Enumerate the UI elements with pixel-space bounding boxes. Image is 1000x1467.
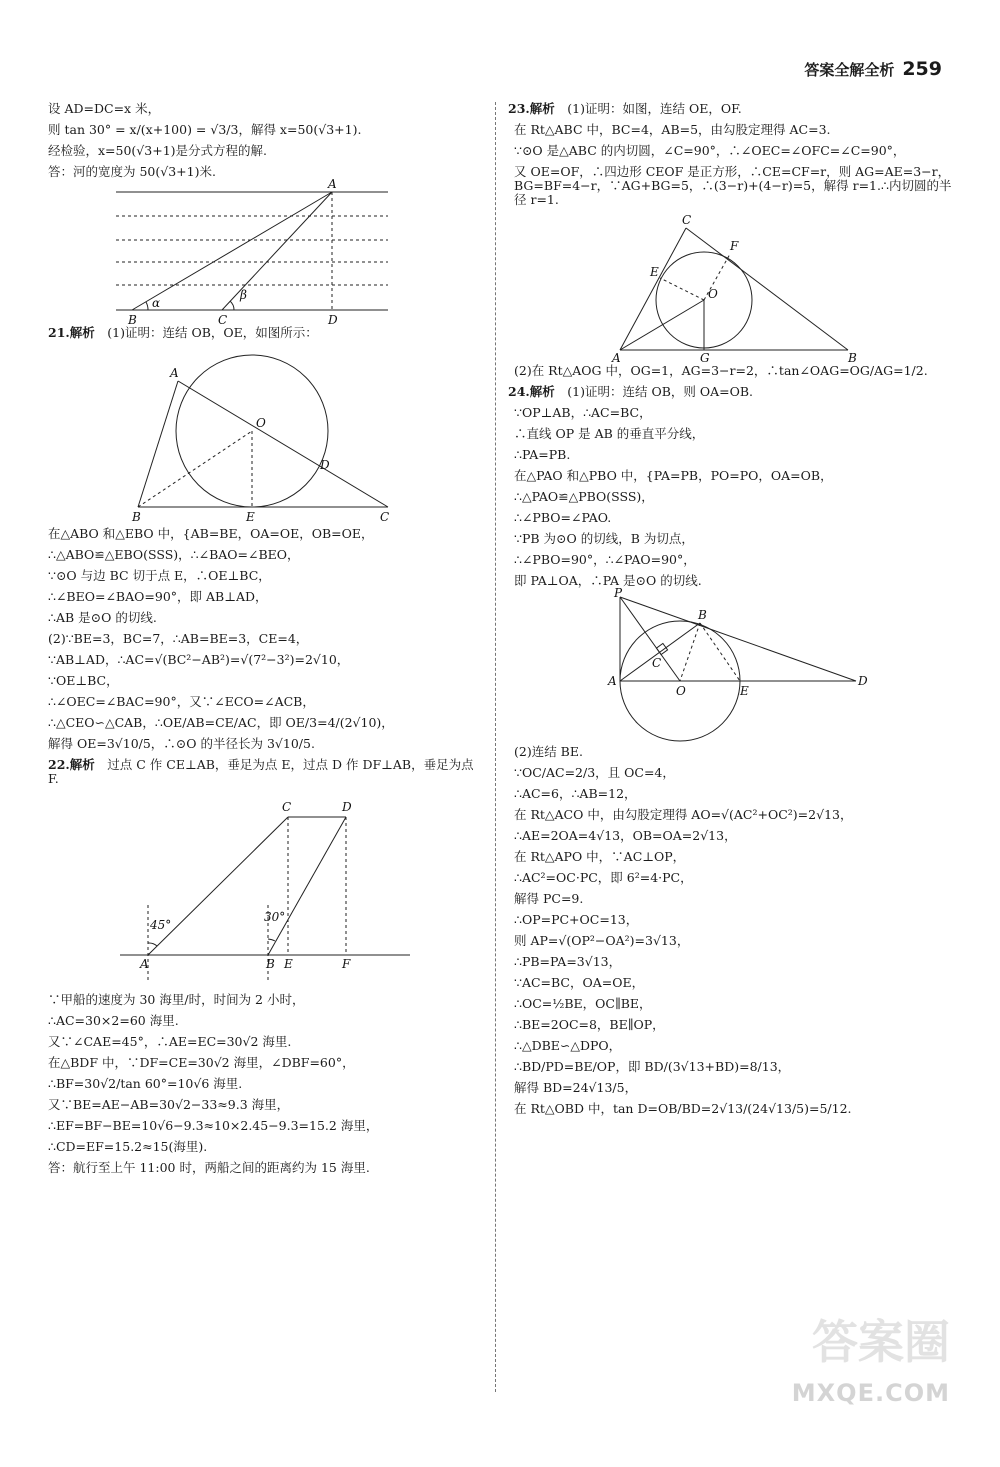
p23-line: 又 OE=OF，∴四边形 CEOF 是正方形，∴CE=CF=r，则 AG=AE=3−r，BG=BF=4−r，∵AG+BG=5，∴(3−r)+(4−r)=5，解得 r=1.∴内切圆的半径 r=1. — [514, 164, 952, 207]
fig22-label-E: E — [284, 957, 293, 971]
p21-line: ∵⊙O 与边 BC 切于点 E，∴OE⊥BC， — [48, 568, 271, 583]
p24-line: ∵AC=BC，OA=OE， — [514, 975, 645, 990]
column-divider — [495, 102, 496, 1392]
p24-line: 解得 PC=9. — [514, 891, 584, 906]
fig20-label-A: A — [328, 177, 337, 191]
p22-line: 在△BDF 中，∵DF=CE=30√2 海里，∠DBF=60°， — [48, 1055, 355, 1070]
p21-line: ∴∠BEO=∠BAO=90°，即 AB⊥AD， — [48, 589, 268, 604]
p20-line: 则 tan 30° = x/(x+100) = √3/3，解得 x=50(√3+1). — [48, 122, 362, 137]
p22-line: 又∵BE=AE−AB=30√2−33≈9.3 海里， — [48, 1097, 290, 1112]
fig20-label-alpha: α — [152, 296, 161, 310]
p24-line: ∴BE=2OC=8，BE∥OP， — [514, 1017, 665, 1032]
fig22-label-A: A — [140, 957, 149, 971]
fig20-label-beta: β — [240, 288, 247, 302]
fig23-label-A: A — [612, 351, 621, 365]
fig24-label-P: P — [614, 586, 623, 600]
p22-intro-text: 过点 C 作 CE⊥AB，垂足为点 E，过点 D 作 DF⊥AB，垂足为点 F. — [48, 757, 474, 786]
p23-line — [508, 102, 956, 116]
left-column — [48, 102, 486, 1182]
fig23-label-G: G — [700, 351, 710, 365]
p24-line: (2)连结 BE. — [514, 744, 583, 759]
p22-line: ∴AC=30×2=60 海里. — [48, 1013, 179, 1028]
fig20-label-D: D — [328, 313, 338, 327]
fig24-label-D: D — [858, 674, 868, 688]
p24-line: ∴AC=6，∴AB=12， — [514, 786, 637, 801]
p21-line — [48, 326, 486, 340]
fig21-label-A: A — [170, 366, 179, 380]
figure-20-river — [48, 177, 486, 327]
header-title: 答案全解全析 — [804, 61, 895, 79]
p24-line — [508, 385, 956, 399]
fig23-label-F: F — [730, 239, 739, 253]
p21-line: ∴△ABO≌△EBO(SSS)，∴∠BAO=∠BEO， — [48, 547, 300, 562]
p24-line: ∴BD/PD=BE/OP，即 BD/(3√13+BD)=8/13， — [514, 1059, 791, 1074]
fig24-label-E: E — [740, 684, 749, 698]
p23-line-text: (1)证明：如图，连结 OE，OF. — [567, 101, 742, 116]
p23-line: (2)在 Rt△AOG 中，OG=1，AG=3−r=2，∴tan∠OAG=OG/AG=1/2. — [514, 363, 928, 378]
fig21-label-B: B — [132, 510, 141, 524]
figure-23-incircle — [508, 214, 956, 364]
p24-line: 在△PAO 和△PBO 中，{PA=PB，PO=PO，OA=OB， — [514, 468, 833, 483]
p21-line: ∴∠OEC=∠BAC=90°，又∵∠ECO=∠ACB， — [48, 694, 315, 709]
p24-line: ∴AE=2OA=4√13，OB=OA=2√13， — [514, 828, 737, 843]
p24-line: 在 Rt△APO 中，∵AC⊥OP， — [514, 849, 686, 864]
right-column — [508, 102, 956, 1123]
p21-line: ∴AB 是⊙O 的切线. — [48, 610, 157, 625]
p24-line: ∴△PAO≌△PBO(SSS)， — [514, 489, 654, 504]
p24-line: ∴OP=PC+OC=13， — [514, 912, 639, 927]
q22-number: 22.解析 — [48, 757, 95, 772]
p20-line: 设 AD=DC=x 米， — [48, 101, 161, 116]
fig23-label-O: O — [708, 287, 718, 301]
watermark-logo: 答案圈 — [812, 1315, 950, 1369]
p24-line: 在 Rt△OBD 中，tan D=OB/BD=2√13/(24√13/5)=5/12. — [514, 1101, 852, 1116]
fig23-label-E: E — [650, 265, 659, 279]
fig21-label-C: C — [380, 510, 390, 524]
p21-line: (2)∵BE=3，BC=7，∴AB=BE=3，CE=4， — [48, 631, 309, 646]
fig21-label-E: E — [246, 510, 255, 524]
p21-line-text: (1)证明：连结 OB，OE，如图所示： — [107, 325, 318, 340]
fig22-label-B: B — [266, 957, 275, 971]
q23-number: 23.解析 — [508, 101, 555, 116]
p24-line: ∴AC²=OC·PC，即 6²=4·PC， — [514, 870, 693, 885]
fig21-label-D: D — [320, 458, 330, 472]
p24-line: ∵OP⊥AB，∴AC=BC， — [514, 405, 652, 420]
q24-number: 24.解析 — [508, 384, 555, 399]
p23-line: ∵⊙O 是△ABC 的内切圆，∠C=90°，∴∠OEC=∠OFC=∠C=90°， — [514, 143, 906, 158]
p24-line: ∴∠PBO=∠PAO. — [514, 510, 612, 525]
fig24-label-A: A — [608, 674, 617, 688]
p22-line: 又∵∠CAE=45°，∴AE=EC=30√2 海里. — [48, 1034, 292, 1049]
p24-line: ∴△DBE∽△DPO， — [514, 1038, 622, 1053]
p22-line: ∴EF=BF−BE=10√6−9.3≈10×2.45−9.3=15.2 海里， — [48, 1118, 379, 1133]
fig22-angle-30: 30° — [264, 910, 286, 924]
fig23-label-B: B — [848, 351, 857, 365]
p24-line: ∴OC=½BE，OC∥BE， — [514, 996, 652, 1011]
fig22-angle-45: 45° — [150, 918, 172, 932]
p24-line: ∵PB 为⊙O 的切线，B 为切点， — [514, 531, 694, 546]
p24-line: 则 AP=√(OP²−OA²)=3√13， — [514, 933, 690, 948]
p22-line: ∴CD=EF=15.2≈15(海里). — [48, 1139, 208, 1154]
p21-line: ∴△CEO∽△CAB，∴OE/AB=CE/AC，即 OE/3=4/(2√10)， — [48, 715, 394, 730]
fig24-label-O: O — [676, 684, 686, 698]
p24-line: ∴PA=PB. — [514, 447, 571, 462]
figure-21-circle — [48, 347, 486, 527]
p21-line: 解得 OE=3√10/5，∴⊙O 的半径长为 3√10/5. — [48, 736, 315, 751]
figure-22-ships — [48, 793, 486, 993]
fig24-label-C: C — [652, 656, 662, 670]
watermark-site: MXQE.COM — [791, 1379, 950, 1407]
p24-line: ∵OC/AC=2/3，且 OC=4， — [514, 765, 675, 780]
p21-line: ∵OE⊥BC， — [48, 673, 119, 688]
p20-line: 答：河的宽度为 50(√3+1)米. — [48, 164, 216, 179]
fig21-label-O: O — [256, 416, 266, 430]
q21-number: 21.解析 — [48, 325, 95, 340]
p24-line: 即 PA⊥OA，∴PA 是⊙O 的切线. — [514, 573, 702, 588]
fig20-label-C: C — [218, 313, 228, 327]
p21-line: 在△ABO 和△EBO 中，{AB=BE，OA=OE，OB=OE， — [48, 526, 374, 541]
page-header — [804, 58, 942, 80]
p24-line: 解得 BD=24√13/5， — [514, 1080, 638, 1095]
p24-line: ∴PB=PA=3√13， — [514, 954, 622, 969]
fig22-label-D: D — [342, 800, 352, 814]
fig22-label-F: F — [342, 957, 351, 971]
p20-line: 经检验，x=50(√3+1)是分式方程的解. — [48, 143, 268, 158]
fig20-label-B: B — [128, 313, 137, 327]
p24-line-text: (1)证明：连结 OB，则 OA=OB. — [567, 384, 754, 399]
p22-line: ∴BF=30√2/tan 60°=10√6 海里. — [48, 1076, 243, 1091]
p24-line: 在 Rt△ACO 中，由勾股定理得 AO=√(AC²+OC²)=2√13， — [514, 807, 853, 822]
fig24-label-B: B — [698, 608, 707, 622]
fig23-label-C: C — [682, 213, 692, 227]
figure-24-tangent — [508, 586, 956, 745]
p23-line: 在 Rt△ABC 中，BC=4，AB=5，由勾股定理得 AC=3. — [514, 122, 831, 137]
p22-intro — [48, 758, 486, 786]
p22-line: 答：航行至上午 11:00 时，两船之间的距离约为 15 海里. — [48, 1160, 370, 1175]
p24-line: ∴∠PBO=90°，∴∠PAO=90°， — [514, 552, 696, 567]
fig22-label-C: C — [282, 800, 292, 814]
p24-line: ∴直线 OP 是 AB 的垂直平分线， — [514, 426, 705, 441]
page-number: 259 — [902, 58, 942, 80]
p22-line: ∵甲船的速度为 30 海里/时，时间为 2 小时， — [48, 992, 305, 1007]
p21-line: ∵AB⊥AD，∴AC=√(BC²−AB²)=√(7²−3²)=2√10， — [48, 652, 350, 667]
